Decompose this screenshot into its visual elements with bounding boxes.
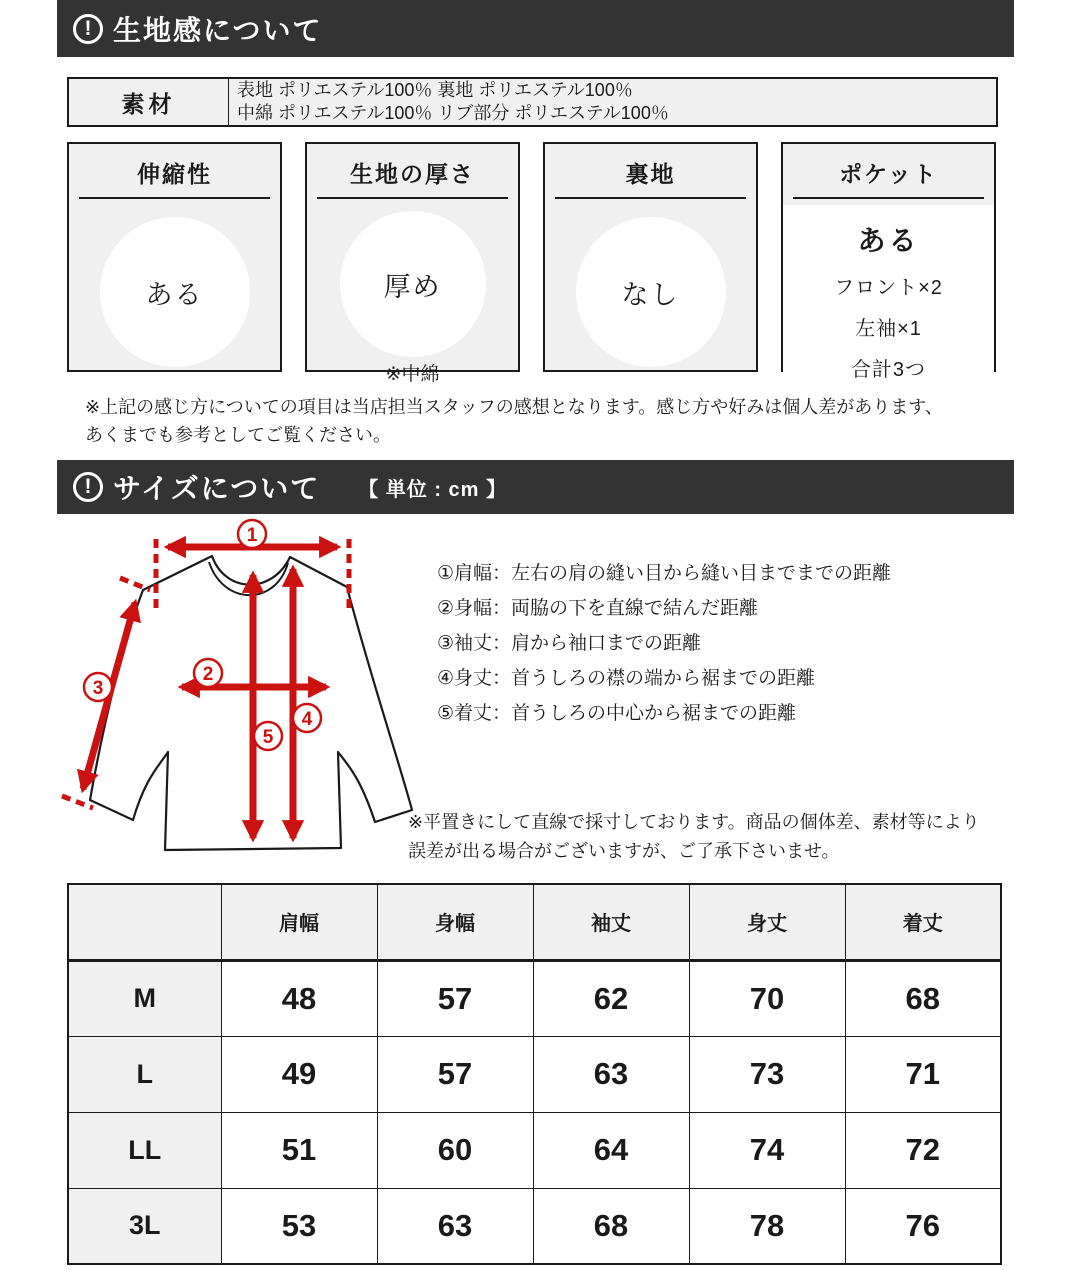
diagram-label-2 [194,659,222,687]
material-text [229,79,996,125]
cell-value: 64 [533,1112,689,1188]
col-header-width: 身幅 [377,884,533,960]
pocket-detail-2: 左袖×1 [855,318,922,340]
feature-value: なし [576,217,726,367]
size-section-title: サイズについて [113,473,321,504]
fabric-disclaimer [85,393,1005,449]
col-header-sleeve: 袖丈 [533,884,689,960]
col-header-body-length: 身丈 [689,884,845,960]
divider [793,197,984,199]
size-section-header [57,460,1014,514]
feature-value: ある [100,217,250,367]
cell-value: 73 [689,1036,845,1112]
unit-label: 【 単位 : cm 】 [358,478,507,501]
cell-value: 48 [221,960,377,1036]
feature-title: ポケット [839,161,938,187]
feature-title: 生地の厚さ [350,161,475,187]
measure-note-line-1: ※平置きにして直線で採寸しております。商品の個体差、素材等により [408,812,980,832]
divider [555,197,746,199]
alert-icon: ! [73,472,103,502]
size-table [67,883,1002,1265]
feature-value: ある [857,225,920,256]
cell-value: 72 [845,1112,1001,1188]
table-row-3l [68,1188,1001,1264]
cell-value: 63 [377,1188,533,1264]
table-row-ll [68,1112,1001,1188]
size-label: LL [68,1112,221,1188]
cell-value: 49 [221,1036,377,1112]
fabric-section-title: 生地感について [113,14,323,46]
measure-point-1: ①肩幅：左右の肩の縫い目から縫い目までまでの距離 [437,563,892,584]
pocket-body [783,205,994,382]
table-row-l [68,1036,1001,1112]
divider [317,197,508,199]
material-table [67,77,998,127]
diagram-label-5 [254,722,282,750]
measure-point-list [437,556,1037,731]
cell-value: 78 [689,1188,845,1264]
cell-value: 57 [377,1036,533,1112]
size-label: L [68,1036,221,1112]
feature-note: ※中綿 [385,364,440,385]
size-table-container [67,883,1002,1265]
size-label: M [68,960,221,1036]
measure-point-2: ②身幅：両脇の下を直線で結んだ距離 [437,598,759,619]
feature-value: 厚め [340,211,486,357]
svg-text:5: 5 [262,727,274,748]
feature-title: 裏地 [625,161,676,187]
size-diagram [60,515,440,875]
fabric-section-header [57,0,1014,57]
material-line-1: 表地 ポリエステル100％ 裏地 ポリエステル100％ [237,80,633,100]
feature-box-lining [543,142,758,372]
col-header-shoulder: 肩幅 [221,884,377,960]
diagram-label-4 [293,704,321,732]
diagram-label-1 [238,520,266,548]
cell-value: 53 [221,1188,377,1264]
cell-value: 63 [533,1036,689,1112]
feature-box-pocket [781,142,996,381]
cell-value: 62 [533,960,689,1036]
diagram-label-3 [84,673,112,701]
svg-text:3: 3 [92,678,104,699]
table-row-m [68,960,1001,1036]
measure-note-line-2: 誤差が出る場合がございますが、ご了承下さいませ。 [408,841,840,861]
fabric-disclaimer-line-2: あくまでも参考としてご覧ください。 [85,425,391,445]
size-table-header-row [68,884,1001,960]
col-header-total-length: 着丈 [845,884,1001,960]
material-line-2: 中綿 ポリエステル100％ リブ部分 ポリエステル100％ [237,103,669,123]
sleeve-guide-bottom [62,796,93,808]
cell-value: 68 [533,1188,689,1264]
feature-box-stretch [67,142,282,372]
svg-text:4: 4 [301,709,313,730]
cell-value: 60 [377,1112,533,1188]
col-header-size [68,884,221,960]
pocket-detail-1: フロント×2 [834,277,943,299]
cell-value: 70 [689,960,845,1036]
fabric-disclaimer-line-1: ※上記の感じ方についての項目は当店担当スタッフの感想となります。感じ方や好みは個人差があります、 [85,397,943,417]
cell-value: 68 [845,960,1001,1036]
divider [79,197,270,199]
cell-value: 57 [377,960,533,1036]
material-label: 素材 [69,79,229,125]
feature-title: 伸縮性 [137,161,212,187]
cell-value: 76 [845,1188,1001,1264]
measure-point-4: ④身丈：首うしろの襟の端から裾までの距離 [437,668,816,689]
pocket-header [783,144,994,205]
cell-value: 51 [221,1112,377,1188]
svg-text:1: 1 [246,525,258,546]
alert-icon: ! [73,14,103,44]
measure-point-5: ⑤着丈：首うしろの中心から裾までの距離 [437,703,797,724]
cell-value: 74 [689,1112,845,1188]
pocket-detail-3: 合計3つ [850,359,927,381]
measure-point-3: ③袖丈：肩から袖口までの距離 [437,633,702,654]
size-label: 3L [68,1188,221,1264]
cell-value: 71 [845,1036,1001,1112]
svg-text:2: 2 [202,664,214,685]
feature-box-thickness [305,142,520,385]
measure-note [408,808,1028,866]
